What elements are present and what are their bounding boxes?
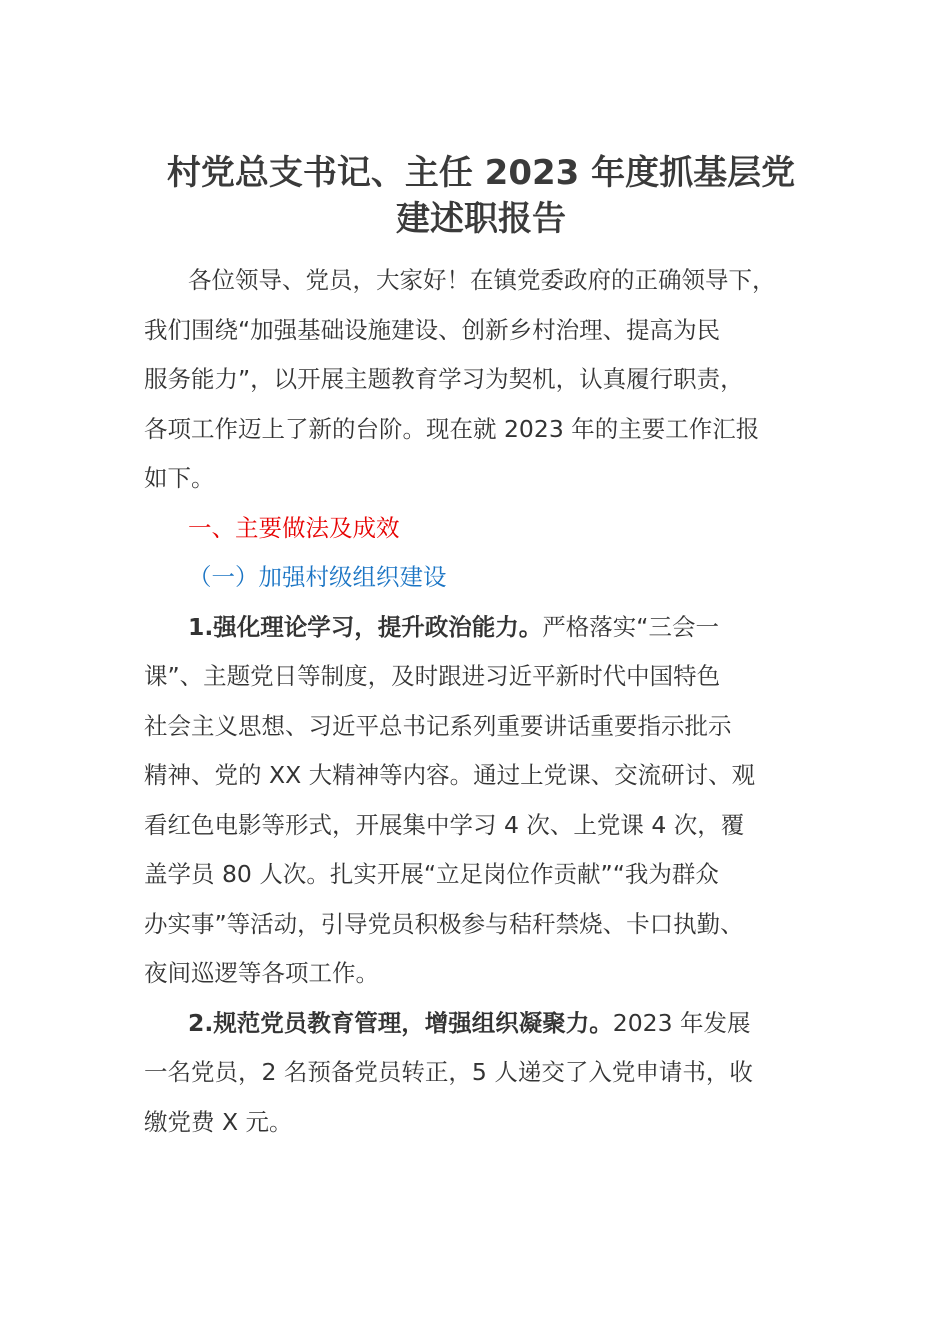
item-1-bold-lead: 1.强化理论学习，提升政治能力。 <box>188 612 543 641</box>
item-2-line: 缴党费 X 元。 <box>144 1107 293 1136</box>
item-1-line: 严格落实“三会一 <box>542 612 719 641</box>
item-2-first-line <box>144 999 818 1049</box>
item-2-bold-lead: 2.规范党员教育管理，增强组织凝聚力。 <box>188 1008 613 1037</box>
intro-paragraph <box>144 256 818 504</box>
item-1-paragraph <box>144 603 818 999</box>
item-1-line: 精神、党的 XX 大精神等内容。通过上党课、交流研讨、观 <box>144 761 756 789</box>
item-1-first-line <box>144 603 818 653</box>
item-2-line: 2023 年发展 <box>612 1008 751 1037</box>
subsection-heading: （一）加强村级组织建设 <box>188 563 447 591</box>
item-1-line: 办实事”等活动，引导党员积极参与秸秆禁烧、卡口执勤、 <box>144 909 744 938</box>
item-1-line: 盖学员 80 人次。扎实开展“立足岗位作贡献”“我为群众 <box>144 860 719 888</box>
intro-line: 我们围绕“加强基础设施建设、创新乡村治理、提高为民 <box>144 315 721 344</box>
title-line-2: 建述职报告 <box>396 199 566 239</box>
item-1-line: 课”、主题党日等制度，及时跟进习近平新时代中国特色 <box>144 662 721 690</box>
title-line-1: 村党总支书记、主任 2023 年度抓基层党 <box>166 153 796 193</box>
intro-line: 各项工作迈上了新的台阶。现在就 2023 年的主要工作汇报 <box>144 414 760 443</box>
section-heading: 一、主要做法及成效 <box>188 513 400 542</box>
intro-line: 如下。 <box>144 464 215 492</box>
document-title <box>144 150 818 242</box>
item-2-paragraph <box>144 999 818 1148</box>
item-1-line: 看红色电影等形式，开展集中学习 4 次、上党课 4 次，覆 <box>144 810 745 839</box>
intro-line: 服务能力”，以开展主题教育学习为契机，认真履行职责， <box>144 365 744 393</box>
item-1-line: 社会主义思想、习近平总书记系列重要讲话重要指示批示 <box>144 711 732 740</box>
item-2-line: 一名党员，2 名预备党员转正，5 人递交了入党申请书，收 <box>144 1058 753 1086</box>
item-1-line: 夜间巡逻等各项工作。 <box>144 959 379 987</box>
document-page <box>144 150 818 1147</box>
intro-line: 各位领导、党员，大家好！在镇党委政府的正确领导下， <box>188 266 776 294</box>
